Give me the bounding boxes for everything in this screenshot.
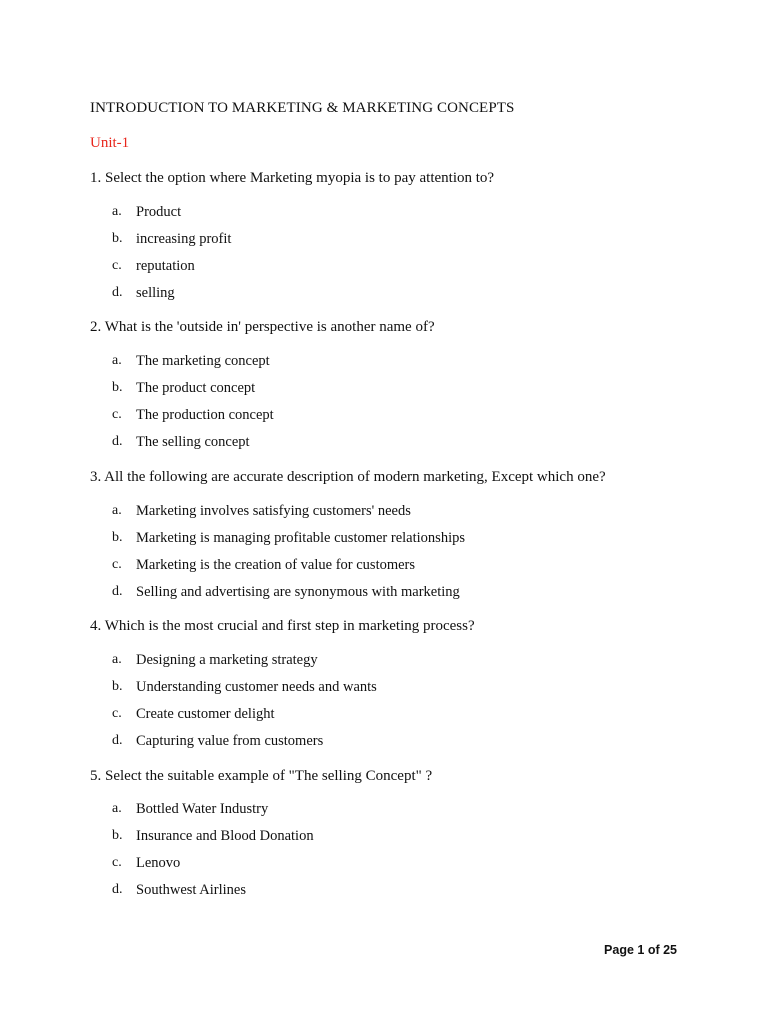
option-letter: c. (112, 406, 122, 422)
question-3: 3. All the following are accurate description of modern marketing, Except which one? (90, 469, 606, 485)
option-text: The production concept (136, 406, 274, 423)
option-letter: c. (112, 556, 122, 572)
option-text: Understanding customer needs and wants (136, 678, 377, 695)
option-letter: b. (112, 230, 123, 246)
question-4: 4. Which is the most crucial and first step in marketing process? (90, 618, 475, 634)
option-letter: a. (112, 652, 122, 667)
option-letter: a. (112, 204, 122, 219)
option-letter: d. (112, 881, 123, 897)
option-letter: c. (112, 705, 122, 721)
option-letter: b. (112, 678, 123, 694)
option-text: The selling concept (136, 433, 250, 450)
option-text: Designing a marketing strategy (136, 652, 318, 668)
question-2: 2. What is the 'outside in' perspective is another name of? (90, 319, 435, 335)
question-5: 5. Select the suitable example of "The selling Concept" ? (90, 768, 433, 784)
option-text: Capturing value from customers (136, 732, 324, 749)
option-text: Insurance and Blood Donation (136, 827, 314, 844)
option-text: Product (136, 204, 182, 220)
option-letter: a. (112, 503, 122, 518)
option-text: Marketing is managing profitable customer relationships (136, 529, 465, 546)
option-letter: d. (112, 732, 123, 748)
option-letter: b. (112, 827, 123, 843)
option-letter: d. (112, 583, 123, 599)
option-text: Marketing is the creation of value for customers (136, 556, 416, 573)
unit-heading: Unit-1 (90, 135, 130, 151)
option-letter: b. (112, 379, 123, 395)
option-text: Southwest Airlines (136, 881, 246, 898)
option-text: Bottled Water Industry (136, 801, 269, 817)
option-text: The product concept (136, 379, 256, 396)
option-letter: a. (112, 353, 122, 368)
option-text: The marketing concept (136, 353, 270, 369)
option-letter: b. (112, 529, 123, 545)
option-text: Create customer delight (136, 705, 275, 722)
option-letter: a. (112, 801, 122, 816)
option-letter: c. (112, 854, 122, 870)
option-letter: d. (112, 433, 123, 449)
question-1: 1. Select the option where Marketing myopia is to pay attention to? (90, 170, 495, 186)
option-text: Marketing involves satisfying customers' needs (136, 503, 411, 519)
option-text: Selling and advertising are synonymous with marketing (136, 583, 460, 600)
document-title: INTRODUCTION TO MARKETING & MARKETING CONCEPTS (90, 100, 515, 116)
option-text: selling (136, 284, 175, 301)
option-letter: c. (112, 257, 122, 273)
page-number: Page 1 of 25 (604, 943, 677, 957)
option-text: reputation (136, 257, 195, 274)
option-text: increasing profit (136, 230, 232, 247)
option-text: Lenovo (136, 854, 181, 871)
option-letter: d. (112, 284, 123, 300)
